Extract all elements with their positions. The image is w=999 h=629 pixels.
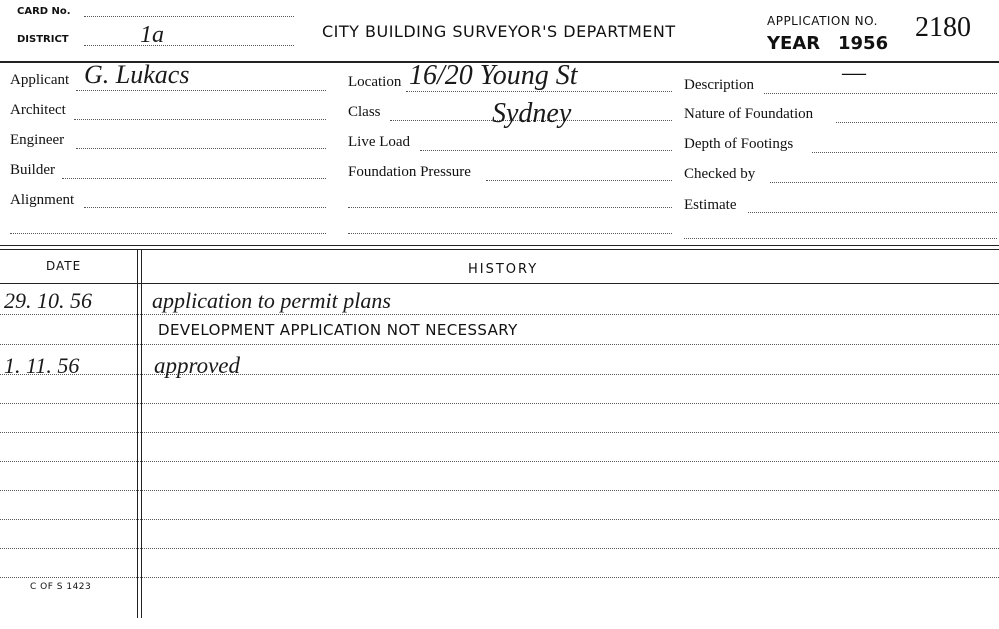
col3-line-b — [684, 238, 997, 239]
history-date: 1. 11. 56 — [4, 353, 80, 378]
history-entry-stamp: DEVELOPMENT APPLICATION NOT NECESSARY — [158, 321, 518, 339]
description-label: Description — [684, 77, 754, 93]
history-date: 29. 10. 56 — [4, 288, 92, 313]
live-load-line — [420, 150, 672, 151]
location-value-2: Sydney — [492, 98, 572, 129]
depth-of-footings-line — [812, 152, 997, 153]
history-header: HISTORY — [468, 262, 539, 277]
location-label: Location — [348, 74, 402, 90]
district-value: 1a — [140, 22, 164, 48]
col2-line-a — [348, 207, 672, 208]
architect-line — [74, 119, 326, 120]
engineer-line — [76, 148, 326, 149]
date-history-divider — [137, 250, 138, 618]
location-value: 16/20 Young St — [409, 60, 578, 91]
form-code: C OF S 1423 — [30, 582, 92, 592]
checked-by-label: Checked by — [684, 166, 756, 182]
estimate-line — [748, 212, 997, 213]
alignment-line — [84, 207, 326, 208]
alignment-line-2 — [10, 233, 326, 234]
row-line — [0, 403, 999, 404]
engineer-label: Engineer — [10, 132, 65, 148]
foundation-pressure-label: Foundation Pressure — [348, 164, 471, 180]
row-line — [0, 461, 999, 462]
row-line — [0, 344, 999, 345]
row-line — [0, 548, 999, 549]
date-header: DATE — [46, 259, 82, 273]
history-entry: approved — [154, 353, 241, 378]
department-title: CITY BUILDING SURVEYOR'S DEPARTMENT — [322, 22, 676, 41]
district-line — [84, 45, 294, 46]
card-no-line — [84, 16, 294, 17]
applicant-value: G. Lukacs — [84, 60, 190, 89]
col2-line-b — [348, 233, 672, 234]
applicant-line — [76, 90, 326, 91]
nature-of-foundation-line — [836, 122, 997, 123]
application-no-label: APPLICATION NO. — [767, 14, 878, 28]
depth-of-footings-label: Depth of Footings — [684, 136, 794, 152]
applicant-label: Applicant — [10, 72, 70, 88]
alignment-label: Alignment — [10, 192, 75, 208]
row-line — [0, 490, 999, 491]
class-label: Class — [348, 104, 381, 120]
card-no-label: CARD No. — [17, 6, 71, 17]
builder-line — [62, 178, 326, 179]
application-no-value: 2180 — [915, 12, 971, 43]
year-label: YEAR — [767, 33, 821, 54]
checked-by-line — [770, 182, 997, 183]
district-label: DISTRICT — [17, 34, 69, 45]
architect-label: Architect — [10, 102, 66, 118]
row-line — [0, 374, 999, 375]
date-history-divider-2 — [141, 250, 142, 618]
builder-label: Builder — [10, 162, 55, 178]
header-underline — [0, 283, 999, 284]
table-top-border-2 — [0, 249, 999, 250]
live-load-label: Live Load — [348, 134, 411, 150]
nature-of-foundation-label: Nature of Foundation — [684, 106, 814, 122]
row-line — [0, 577, 999, 578]
row-line — [0, 519, 999, 520]
description-value: — — [842, 60, 866, 86]
year-value: 1956 — [838, 33, 889, 54]
estimate-label: Estimate — [684, 197, 737, 213]
history-entry: application to permit plans — [152, 288, 391, 313]
foundation-pressure-line — [486, 180, 672, 181]
row-line — [0, 314, 999, 315]
row-line — [0, 432, 999, 433]
description-line — [764, 93, 997, 94]
table-top-border — [0, 245, 999, 246]
